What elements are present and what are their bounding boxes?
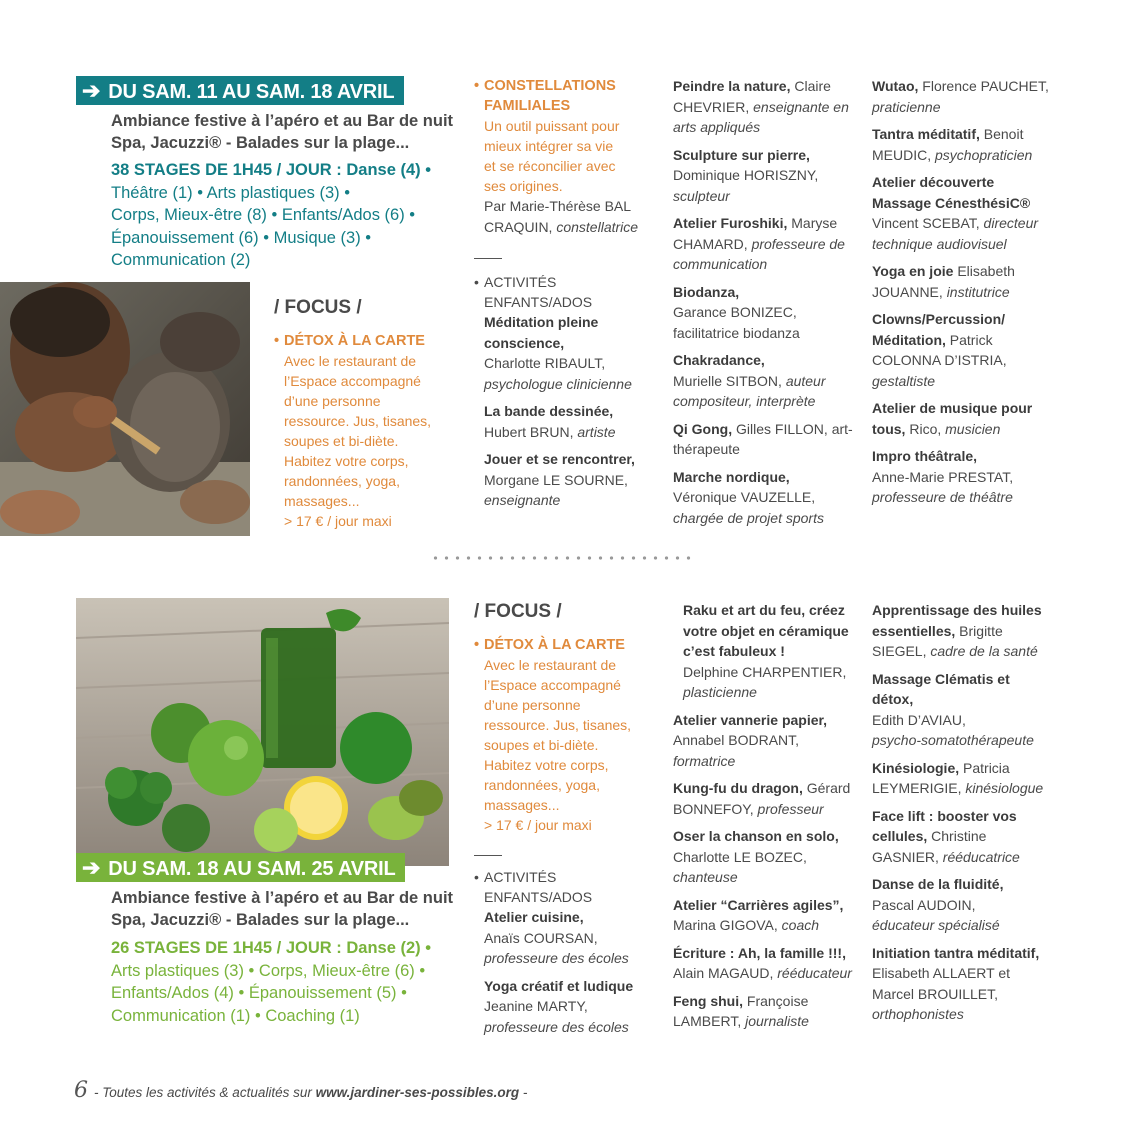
activities-col3-2 [673,600,853,1039]
pottery-sculpting-photo [0,282,250,536]
bullet-icon: • [274,333,280,349]
activity-title: Yoga créatif et ludique [484,977,634,994]
activity-host: Murielle SITBON, [673,372,782,389]
kids-heading [474,867,654,907]
activity-entry [872,172,1052,254]
intro-2-line: Ambiance festive à l’apéro et au Bar de nuit [111,889,454,907]
activity-role: sculpteur [673,187,730,204]
activity-title: Atelier vannerie papier, [673,711,828,728]
activity-role: professeure de théâtre [872,489,1013,505]
activity-host: Brigitte SIEGEL, [872,622,1003,659]
intro-2-line: Spa, Jacuzzi® - Balades sur la plage... [111,911,410,929]
activity-entry [673,600,853,703]
focus-line: soupes et bi-diète. [284,433,399,449]
activity-title: Atelier “Carrières agiles”, [673,896,844,913]
activity-title: Massage Clématis et détox, [872,670,1010,707]
activity-entry [484,907,654,969]
activity-host: Marina GIGOVA, [673,917,778,933]
activity-entry [673,419,853,460]
focus-line: d’une personne [284,393,381,409]
activity-role: rééducateur [777,965,852,981]
activity-entry [872,124,1052,165]
activity-host: Jeanine MARTY, [484,998,588,1014]
activity-role: rééducatrice [942,848,1020,865]
focus-item-title [474,635,654,655]
activity-entry [484,312,654,394]
activity-title: Apprentissage des huiles essentielles, [872,602,1042,639]
focus-line: Avec le restaurant de [484,657,617,673]
stages-line: Enfants/Ados (4) • Épanouissement (5) • [111,984,407,1002]
activity-entry [872,398,1052,439]
activity-title: Tantra méditatif, [872,126,980,142]
activity-host: Alain MAGAUD, [673,965,774,981]
activity-title: Face lift : booster vos cellules, [872,807,1017,844]
constellations-title [474,76,654,116]
activity-host: Hubert BRUN, [484,423,574,440]
kids-heading [474,272,654,312]
activity-host: Charlotte LE BOZEC, [673,848,807,865]
bullet-icon: • [474,78,480,94]
activity-role: auteur compositeur, interprète [673,372,826,409]
activity-role: plasticienne [683,684,757,700]
activities-col3-1 [673,76,853,535]
activity-role: éducateur spécialisé [872,917,1000,933]
focus-detox-2 [474,635,654,835]
activity-host: Vincent SCEBAT, [872,215,980,231]
activity-title: Kinésiologie, [872,759,960,776]
activity-entry [484,449,654,511]
activity-entry [673,282,853,344]
stages-line: Communication (2) [111,251,251,269]
stages-line: Épanouissement (6) • Musique (3) • [111,228,372,247]
focus-item-text [474,655,654,835]
kids-activities-1 [474,272,654,518]
activity-title: Atelier de musique pour tous, [872,400,1033,437]
intro-1-line: Spa, Jacuzzi® - Balades sur la plage... [111,134,410,152]
activity-host: Delphine CHARPENTIER, [683,663,847,680]
activity-entry [872,76,1052,117]
focus-item-text [274,351,444,531]
activity-host: Elisabeth JOUANNE, [872,263,1015,300]
activity-role: professeure des écoles [484,950,629,966]
activity-role: professeur [757,800,824,817]
focus-line: ressource. Jus, tisanes, [484,717,632,733]
activity-title: Atelier Furoshiki, [673,215,788,231]
activity-host: Dominique HORISZNY, [673,167,819,183]
activity-entry [872,806,1052,868]
kids-heading-line: ENFANTS/ADOS [484,294,593,310]
activity-role: kinésiologue [965,780,1044,796]
date-banner-1 [76,76,404,105]
activity-entry [872,758,1052,799]
activity-title: Marche nordique, [673,468,790,485]
activity-host: Charlotte RIBAULT, [484,355,606,371]
date-banner-2 [76,853,405,882]
bullet-icon: • [474,274,479,290]
bullet-icon: • [474,869,479,885]
activity-title: Wutao, [872,78,919,94]
stages-line: 38 STAGES DE 1H45 / JOUR : Danse (4) • [111,161,431,179]
focus-line: Avec le restaurant de [284,353,417,369]
activity-host: Edith D’AVIAU, [872,711,966,728]
activity-entry [673,991,853,1032]
author-line [484,217,654,238]
activity-entry [673,778,853,819]
constellations-title-line: FAMILIALES [484,98,571,114]
constellations-line: mieux intégrer sa vie [484,138,614,154]
green-juice-fruits-photo [76,598,449,866]
focus-line: massages... [284,493,360,509]
constellations-author [474,196,654,237]
activity-title: Initiation tantra méditatif, [872,944,1040,961]
constellations-title-line: CONSTELLATIONS [484,78,616,94]
activity-entry [673,826,853,888]
activity-role: musicien [945,420,1001,437]
activity-role: psychologue clinicienne [484,375,632,392]
arrow-right-icon: ➔ [82,78,101,103]
focus-line: > 17 € / jour maxi [484,817,592,833]
activity-role: institutrice [946,283,1010,300]
activity-entry [872,669,1052,751]
focus-line: soupes et bi-diète. [484,737,599,753]
activity-title: Danse de la fluidité, [872,876,1004,892]
activity-title: Feng shui, [673,992,743,1009]
activity-title: Oser la chanson en solo, [673,828,839,844]
activity-entry [673,76,853,138]
focus-line: ressource. Jus, tisanes, [284,413,432,429]
activity-role: praticienne [872,98,941,115]
focus-line: l’Espace accompagné [284,373,421,389]
stages-line: Communication (1) • Coaching (1) [111,1006,360,1025]
intro-1-line: Ambiance festive à l’apéro et au Bar de nuit [111,112,454,130]
activity-title: Atelier cuisine, [484,909,584,925]
stages-line: Arts plastiques (3) • Corps, Mieux-être (6) • [111,961,426,980]
activity-role: orthophonistes [872,1006,964,1022]
activity-entry [673,710,853,772]
focus-line: randonnées, yoga, [284,473,400,489]
activity-role: directeur technique audiovisuel [872,215,1039,252]
stages-summary-2 [111,937,431,1027]
activity-role: coach [781,917,820,933]
activity-title: Qi Gong, [673,420,733,437]
stages-summary-1 [111,159,431,272]
arrow-right-icon: ➔ [82,855,101,880]
constellations-line: ses origines. [484,178,563,194]
focus-line: Habitez votre corps, [284,453,409,469]
activity-entry [872,943,1052,1025]
activity-role: professeure des écoles [484,1018,629,1035]
activity-entry [484,976,654,1038]
activity-title: Yoga en joie [872,263,954,279]
activity-host: Françoise LAMBERT, [673,992,809,1029]
constellations-block [474,76,654,237]
constellations-line: Un outil puissant pour [484,118,620,134]
activity-entry [673,145,853,207]
activity-host: Garance BONIZEC, facilitatrice biodanza [673,304,800,341]
activity-host: Maryse CHAMARD, [673,215,838,252]
activity-role: psychopraticien [935,146,1033,163]
activity-entry [673,213,853,275]
activity-host: Morgane LE SOURNE, [484,471,628,488]
kids-activities-2 [474,867,654,1044]
activity-title: Jouer et se rencontrer, [484,451,635,467]
focus-line: d’une personne [484,697,581,713]
activity-title: Chakradance, [673,352,765,368]
activity-role: chargée de projet sports [673,509,824,526]
activity-host: Elisabeth ALLAERT et Marcel BROUILLET, [872,965,1011,1002]
footer-end: - [519,1085,528,1100]
activity-host: Anne-Marie PRESTAT, [872,468,1014,485]
activity-role: chanteuse [673,869,738,885]
activity-entry [673,895,853,936]
footer-link[interactable]: www.jardiner-ses-possibles.org [315,1085,520,1100]
activity-title: Raku et art du feu, créez votre objet en céramique c’est fabuleux ! [683,602,849,659]
activities-col4-1 [872,76,1052,515]
focus-item-title [274,331,444,351]
activity-host: Benoit MEUDIC, [872,126,1024,163]
activity-title: Clowns/Percussion/ Méditation, [872,311,1006,348]
dotted-separator [430,556,695,560]
activity-host: Gilles FILLON, art-thérapeute [673,420,853,457]
stages-line: Corps, Mieux-être (8) • Enfants/Ados (6) • [111,206,416,224]
activity-title: Kung-fu du dragon, [673,780,803,796]
page-footer [74,1078,527,1103]
activity-role: gestaltiste [872,372,936,389]
activity-role: journaliste [745,1013,809,1029]
activity-role: cadre de la santé [930,643,1038,659]
activity-title: Biodanza, [673,283,740,300]
activity-host: Anaïs COURSAN, [484,929,598,946]
focus-item-title-text: DÉTOX À LA CARTE [284,333,425,349]
activity-host: Patricia LEYMERIGIE, [872,759,1010,796]
author-role: constellatrice [556,218,639,235]
activity-role: formatrice [673,752,736,769]
activity-role: artiste [577,423,616,440]
activity-host: Pascal AUDOIN, [872,896,976,913]
activity-host: Patrick COLONNA D’ISTRIA, [872,331,1007,368]
activity-title: La bande dessinée, [484,403,614,419]
author-name: CRAQUIN, [484,218,557,235]
activity-title: Peindre la nature, [673,78,791,94]
activity-title: Écriture : Ah, la famille !!!, [673,944,846,961]
activity-entry [484,401,654,442]
activity-entry [673,943,853,984]
activity-role: professeure de communication [673,235,845,272]
activity-title: Atelier découverte Massage CénesthésiC® [872,174,1031,211]
activity-title: Impro théâtrale, [872,448,978,464]
focus-title-1: / FOCUS / [274,297,362,318]
activity-host: Gérard BONNEFOY, [673,780,851,817]
activity-entry [872,600,1052,662]
focus-line: > 17 € / jour maxi [284,513,392,529]
activity-role: enseignante [484,492,561,508]
kids-heading-line: ACTIVITÉS [484,869,557,885]
activity-host: Christine GASNIER, [872,828,987,865]
focus-line: randonnées, yoga, [484,777,600,793]
focus-line: massages... [484,797,560,813]
intro-1 [111,110,453,154]
focus-line: l’Espace accompagné [484,677,621,693]
activity-entry [872,309,1052,391]
bullet-icon: • [474,637,480,653]
stages-line: 26 STAGES DE 1H45 / JOUR : Danse (2) • [111,939,431,957]
separator-line [474,855,502,856]
activity-host: Florence PAUCHET, [922,78,1049,94]
activity-host: Rico, [909,420,942,437]
footer-text: - Toutes les activités & actualités sur [94,1085,316,1100]
focus-title-2: / FOCUS / [474,601,562,622]
stages-line: Théâtre (1) • Arts plastiques (3) • [111,183,350,202]
constellations-line: et se réconcilier avec [484,158,616,174]
activity-entry [872,446,1052,508]
intro-2 [111,887,453,931]
date-banner-2-label: DU SAM. 18 AU SAM. 25 AVRIL [108,858,396,880]
activity-entry [872,261,1052,302]
activity-entry [872,874,1052,936]
activity-entry [673,467,853,529]
activities-col4-2 [872,600,1052,1032]
activity-role: enseignante en arts appliqués [673,98,849,135]
activity-host: Claire CHEVRIER, [673,78,831,115]
focus-line: Habitez votre corps, [484,757,609,773]
activity-entry [673,350,853,412]
author-line: Par Marie-Thérèse BAL [484,198,632,214]
date-banner-1-label: DU SAM. 11 AU SAM. 18 AVRIL [108,81,395,103]
focus-detox-1 [274,331,444,531]
constellations-text [474,116,654,196]
separator-line [474,258,502,259]
activity-host: Véronique VAUZELLE, [673,489,816,505]
focus-item-title-text: DÉTOX À LA CARTE [484,637,625,653]
page-number: 6 [74,1078,88,1103]
kids-heading-line: ENFANTS/ADOS [484,889,593,905]
kids-heading-line: ACTIVITÉS [484,274,557,290]
activity-role: psycho-somatothérapeute [872,732,1034,748]
activity-title: Sculpture sur pierre, [673,146,810,163]
activity-title: Méditation pleine conscience, [484,314,599,351]
activity-host: Annabel BODRANT, [673,732,800,748]
